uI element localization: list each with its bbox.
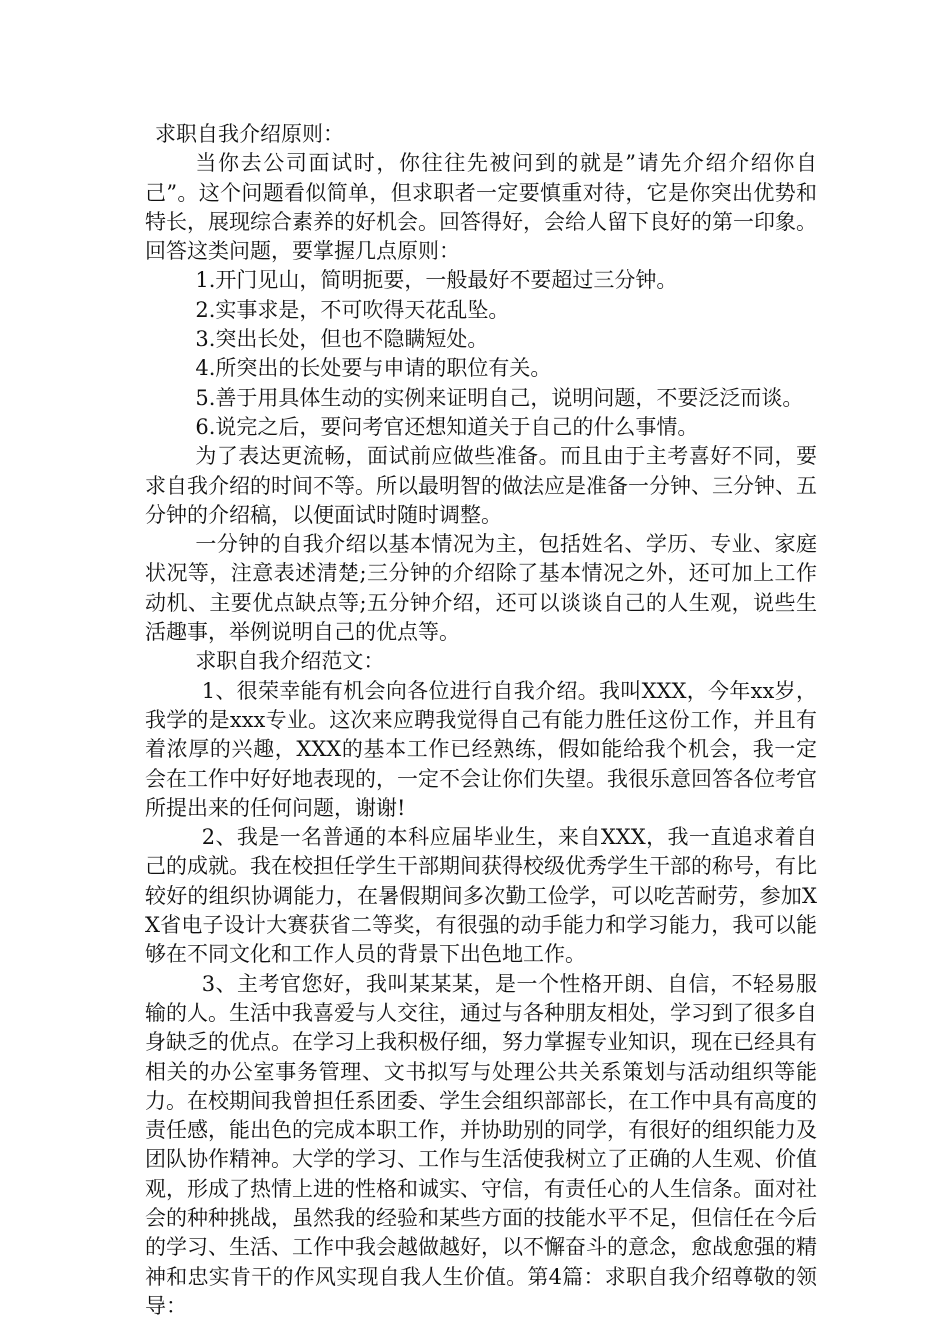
example-1: 1、很荣幸能有机会向各位进行自我介绍。我叫XXX，今年xx岁，我学的是xxx专业。这次来应聘我觉得自己有能力胜任这份工作，并且有着浓厚的兴趣，XXX的基本工作已经熟练，假如能给我个机会，我一定会在工作中好好地表现的，一定不会让你们失望。我很乐意回答各位考官所提出来的任何问题，谢谢! [145, 678, 817, 820]
principle-1: 1.开门见山，简明扼要，一般最好不要超过三分钟。 [195, 268, 678, 293]
principle-3: 3.突出长处，但也不隐瞒短处。 [195, 327, 489, 352]
document-page [145, 120, 817, 1321]
duration-paragraph: 一分钟的自我介绍以基本情况为主，包括姓名、学历、专业、家庭状况等，注意表述清楚;三分钟的介绍除了基本情况之外，还可加上工作动机、主要优点缺点等;五分钟介绍，还可以谈谈自己的人生观，说些生活趣事，举例说明自己的优点等。 [145, 532, 817, 645]
intro-paragraph: 当你去公司面试时，你往往先被问到的就是”请先介绍介绍你自己”。这个问题看似简单，但求职者一定要慎重对待，它是你突出优势和特长，展现综合素养的好机会。回答得好，会给人留下良好的第一印象。回答这类问题，要掌握几点原则： [145, 151, 817, 264]
preparation-paragraph: 为了表达更流畅，面试前应做些准备。而且由于主考喜好不同，要求自我介绍的时间不等。所以最明智的做法应是准备一分钟、三分钟、五分钟的介绍稿，以便面试时随时调整。 [145, 444, 817, 527]
principle-6: 6.说完之后，要问考官还想知道关于自己的什么事情。 [195, 414, 699, 439]
examples-heading: 求职自我介绍范文： [195, 649, 385, 674]
principle-2: 2.实事求是，不可吹得天花乱坠。 [195, 297, 510, 322]
example-3: 3、主考官您好，我叫某某某，是一个性格开朗、自信，不轻易服输的人。生活中我喜爱与人交往，通过与各种朋友相处，学习到了很多自身缺乏的优点。在学习上我积极仔细，努力掌握专业知识，现在已经具有相关的办公室事务管理、文书拟写与处理公共关系策划与活动组织等能力。在校期间我曾担任系团委、学生会组织部部长，在工作中具有高度的责任感，能出色的完成本职工作，并协助别的同学，有很好的组织能力及团队协作精神。大学的学习、工作与生活使我树立了正确的人生观、价值观，形成了热情上进的性格和诚实、守信，有责任心的人生信条。面对社会的种种挑战，虽然我的经验和某些方面的技能水平不足，但信任在今后的学习、生活、工作中我会越做越好，以不懈奋斗的意念，愈战愈强的精神和忠实肯干的作风实现自我人生价值。第4篇：求职自我介绍尊敬的领导： [145, 971, 817, 1318]
principle-4: 4.所突出的长处要与申请的职位有关。 [195, 356, 552, 381]
example-2: 2、我是一名普通的本科应届毕业生，来自XXX，我一直追求着自己的成就。我在校担任学生干部期间获得校级优秀学生干部的称号，有比较好的组织协调能力，在暑假期间多次勤工俭学，可以吃苦耐劳，参加XX省电子设计大赛获省二等奖，有很强的动手能力和学习能力，我可以能够在不同文化和工作人员的背景下出色地工作。 [145, 825, 817, 967]
section-heading: 求职自我介绍原则： [155, 122, 344, 146]
principle-5: 5.善于用具体生动的实例来证明自己，说明问题，不要泛泛而谈。 [195, 385, 804, 410]
